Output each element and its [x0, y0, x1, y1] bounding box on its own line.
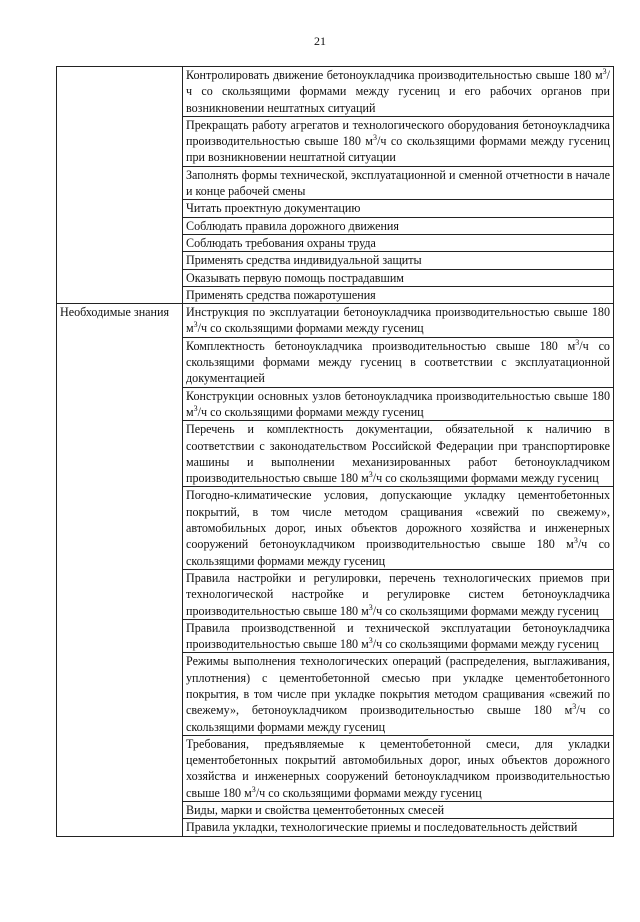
knowledge-item: Перечень и комплектность документации, обязательной к наличию в соответствии с законодательством Российской Федерации при транспортировке машины и выполнении механизированных работ бетоноукладчиком производительностью свыше 180 $м^3/ч$ со скользящими формами между гусениц	[183, 421, 614, 487]
skill-item: Контролировать движение бетоноукладчика производительностью свыше 180 $м^3/ч$ со скользящими формами между гусениц и его рабочих органов при возникновении нештатных ситуаций	[183, 67, 614, 117]
knowledge-item: Инструкция по эксплуатации бетоноукладчика производительностью свыше 180 $м^3/ч$ со скользящими формами между гусениц	[183, 304, 614, 338]
knowledge-item: Конструкции основных узлов бетоноукладчика производительностью свыше 180 $м^3/ч$ со скользящими формами между гусениц	[183, 387, 614, 421]
knowledge-item: Правила настройки и регулировки, перечень технологических приемов при технологической настройке и регулировке систем бетоноукладчика производительностью свыше 180 $м^3/ч$ со скользящими формами между гусениц	[183, 569, 614, 619]
skill-item: Заполнять формы технической, эксплуатационной и сменной отчетности в начале и конце рабочей смены	[183, 166, 614, 200]
knowledge-item: Погодно-климатические условия, допускающие укладку цементобетонных покрытий, в том числе методом сращивания «свежий по свежему», автомобильных дорог, иных объектов дорожного хозяйства и инженерных сооружений бетоноукладчиком производительностью свыше 180 $м^3/ч$ со скользящими формами между гусениц	[183, 487, 614, 569]
knowledge-item: Требования, предъявляемые к цементобетонной смеси, для укладки цементобетонных покрытий автомобильных дорог, иных объектов дорожного хозяйства и инженерных сооружений бетоноукладчиком производительностью свыше 180 $м^3/ч$ со скользящими формами между гусениц	[183, 735, 614, 801]
skill-item: Соблюдать требования охраны труда	[183, 234, 614, 251]
knowledge-row	[57, 304, 614, 338]
knowledge-item: Комплектность бетоноукладчика производительностью свыше 180 $м^3/ч$ со скользящими формами между гусениц в соответствии с эксплуатационной документацией	[183, 337, 614, 387]
skill-item: Прекращать работу агрегатов и технологического оборудования бетоноукладчика производительностью свыше 180 $м^3/ч$ со скользящими формами между гусениц при возникновении нештатной ситуации	[183, 116, 614, 166]
skill-row	[57, 67, 614, 117]
skill-item: Оказывать первую помощь пострадавшим	[183, 269, 614, 286]
knowledge-label: Необходимые знания	[57, 304, 183, 837]
skill-item: Применять средства пожаротушения	[183, 286, 614, 303]
qualification-table	[56, 66, 614, 837]
skill-item: Читать проектную документацию	[183, 200, 614, 217]
skill-item: Соблюдать правила дорожного движения	[183, 217, 614, 234]
table-body	[57, 67, 614, 837]
knowledge-item: Режимы выполнения технологических операций (распределения, выглаживания, уплотнения) с цементобетонной смесью при укладке цементобетонного покрытия, в том числе при укладке покрытия методом сращивания «свежий по свежему», бетоноукладчиком производительностью свыше 180 $м^3/ч$ со скользящими формами между гусениц	[183, 653, 614, 735]
skill-item: Применять средства индивидуальной защиты	[183, 252, 614, 269]
skill-label	[57, 67, 183, 304]
knowledge-item: Виды, марки и свойства цементобетонных смесей	[183, 802, 614, 819]
knowledge-item: Правила производственной и технической эксплуатации бетоноукладчика производительностью свыше 180 $м^3/ч$ со скользящими формами между гусениц	[183, 619, 614, 653]
knowledge-item: Правила укладки, технологические приемы и последовательность действий	[183, 819, 614, 836]
page-number: 21	[314, 34, 326, 48]
